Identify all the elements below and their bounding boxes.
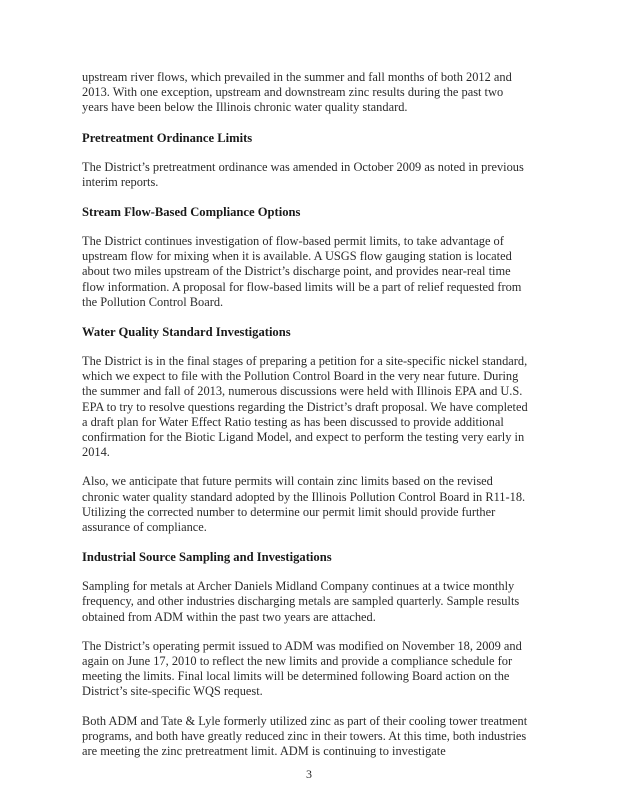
paragraph-pretreatment: The District’s pretreatment ordinance was amended in October 2009 as noted in previous interim reports. [82, 159, 524, 189]
intro-paragraph: upstream river flows, which prevailed in the summer and fall months of both 2012 and 2013. With one exception, upstream and downstream zinc results during the past two years have been below the Illinois chronic water quality standard. [82, 70, 512, 115]
section-heading-pretreatment: Pretreatment Ordinance Limits [82, 130, 253, 145]
paragraph-water-quality-2: Also, we anticipate that future permits will contain zinc limits based on the revised chronic water quality standard adopted by the Illinois Pollution Control Board in R11-18. Utilizing the corrected number to determine our permit limit should provide further assurance of compliance. [82, 474, 526, 535]
paragraph-industrial-1: Sampling for metals at Archer Daniels Midland Company continues at a twice monthly frequency, and other industries discharging metals are sampled quarterly. Sample results obtained from ADM within the past two years are attached. [82, 579, 520, 624]
paragraph-industrial-3: Both ADM and Tate & Lyle formerly utilized zinc as part of their cooling tower treatment programs, and both have greatly reduced zinc in their towers. At this time, both industries are meeting the zinc pretreatment limit. ADM is continuing to investigate [82, 713, 528, 759]
paragraph-water-quality-1: The District is in the final stages of preparing a petition for a site-specific nickel standard, which we expect to file with the Pollution Control Board in the very near future. During the summer and fall of 2013, numerous discussions were held with Illinois EPA and U.S. EPA to try to resolve questions regarding the District’s draft proposal. We have completed a draft plan for Water Effect Ratio testing as has been discussed to provide additional confirmation for the Biotic Ligand Model, and expect to perform the testing very early in 2014. [82, 354, 528, 460]
section-heading-industrial: Industrial Source Sampling and Investigations [82, 550, 332, 565]
paragraph-stream-flow: The District continues investigation of flow-based permit limits, to take advantage of upstream flow for mixing when it is available. A USGS flow gauging station is located about two miles upstream of the District’s discharge point, and provides near-real time flow information. A proposal for flow-based limits will be a part of relief requested from the Pollution Control Board. [82, 234, 522, 309]
page-number: 3 [306, 767, 312, 781]
section-heading-water-quality: Water Quality Standard Investigations [82, 325, 291, 340]
document-body [82, 70, 532, 759]
section-heading-stream-flow: Stream Flow-Based Compliance Options [82, 205, 301, 220]
paragraph-industrial-2: The District’s operating permit issued to ADM was modified on November 18, 2009 and again on June 17, 2010 to reflect the new limits and provide a compliance schedule for meeting the limits. Final local limits will be determined following Board action on the District’s site-specific WQS request. [82, 638, 522, 699]
